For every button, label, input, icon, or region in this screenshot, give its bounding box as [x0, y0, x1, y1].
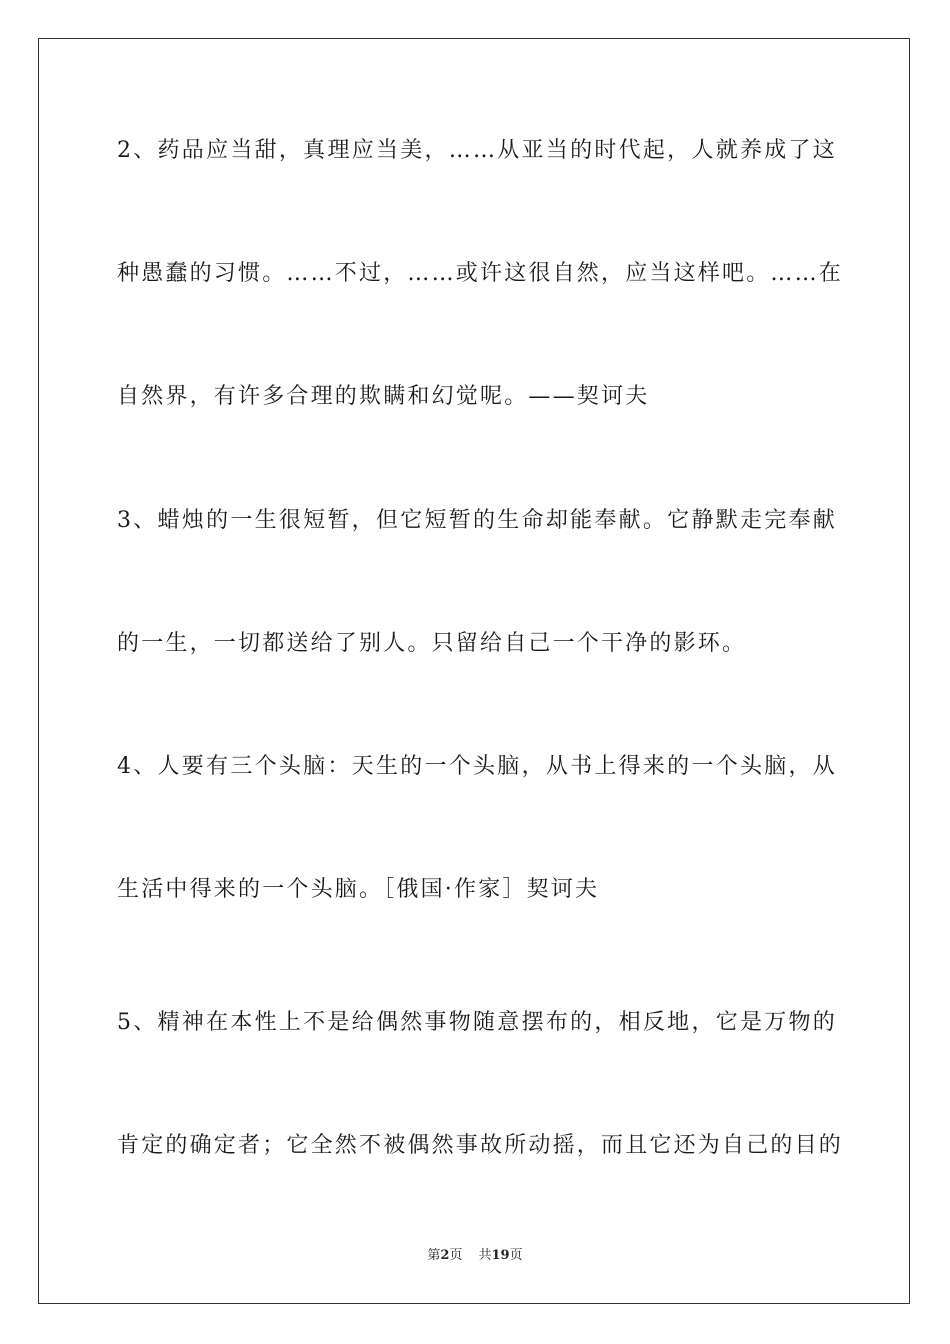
- total-pages: 19: [491, 1248, 510, 1263]
- page-prefix: 第: [427, 1248, 441, 1263]
- text-line-2: 种愚蠢的习惯。……不过，……或许这很自然，应当这样吧。……在: [117, 261, 844, 286]
- text-line-7: 生活中得来的一个头脑。［俄国·作家］契诃夫: [117, 877, 600, 902]
- page-number: 2: [440, 1248, 450, 1263]
- page-border: [38, 38, 910, 1304]
- page-suffix: 页: [449, 1248, 463, 1263]
- text-line-3: 自然界，有许多合理的欺瞒和幻觉呢。——契诃夫: [117, 384, 650, 409]
- text-line-8: 5、精神在本性上不是给偶然事物随意摆布的，相反地，它是万物的: [117, 1010, 837, 1035]
- page-footer: [0, 1247, 950, 1265]
- total-prefix: 共: [478, 1248, 492, 1263]
- text-line-9: 肯定的确定者；它全然不被偶然事故所动摇，而且它还为自己的目的: [117, 1133, 844, 1158]
- text-line-5: 的一生，一切都送给了别人。只留给自己一个干净的影环。: [117, 631, 747, 656]
- total-suffix: 页: [509, 1248, 523, 1263]
- text-line-1: 2、药品应当甜，真理应当美，……从亚当的时代起，人就养成了这: [117, 138, 837, 163]
- text-line-4: 3、蜡烛的一生很短暂，但它短暂的生命却能奉献。它静默走完奉献: [117, 508, 837, 533]
- text-line-6: 4、人要有三个头脑：天生的一个头脑，从书上得来的一个头脑，从: [117, 754, 837, 779]
